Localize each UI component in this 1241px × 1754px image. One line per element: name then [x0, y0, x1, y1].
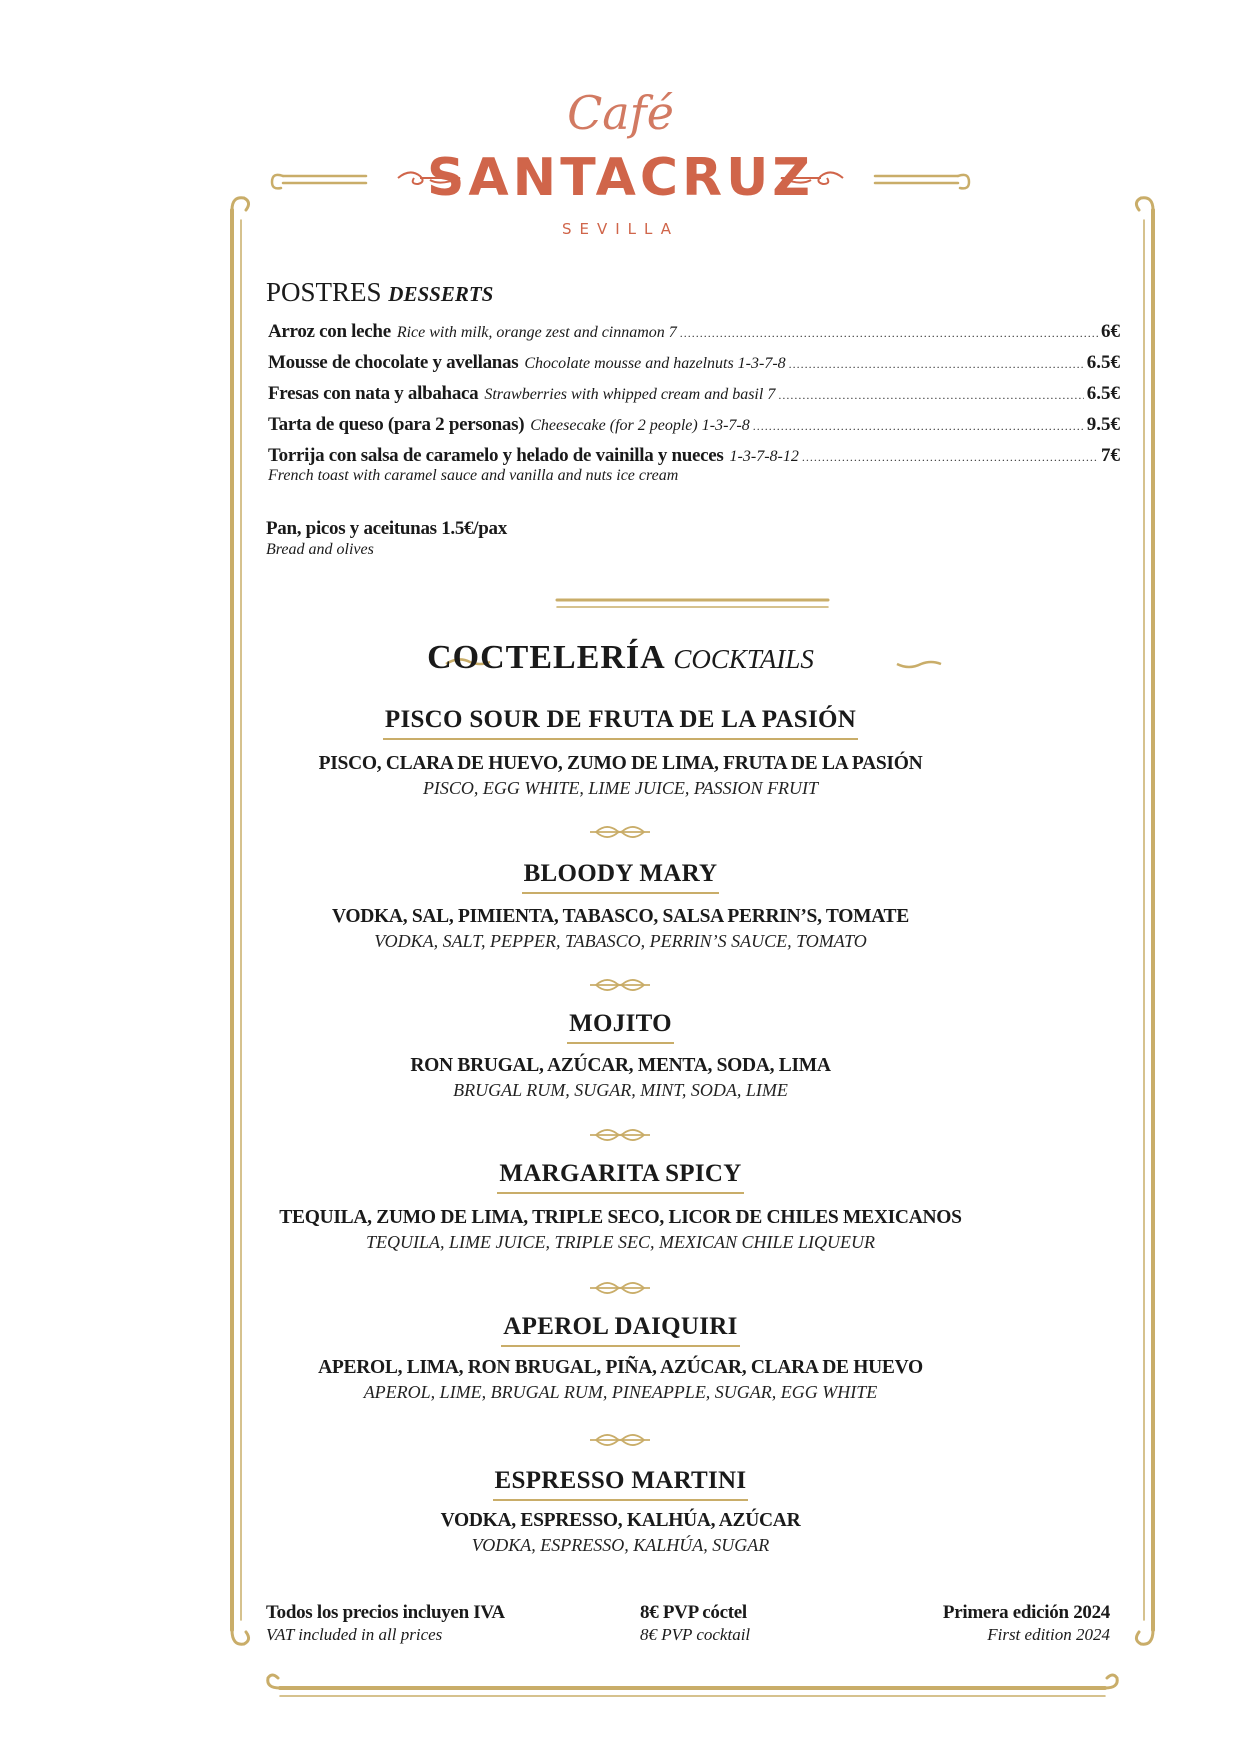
bread-label: Pan, picos y aceitunas 1.5€/pax — [266, 518, 507, 539]
cocktail-name: MOJITO — [567, 1008, 674, 1044]
flourish-divider-icon — [590, 827, 650, 837]
flourish-divider-icon — [590, 1130, 650, 1140]
dessert-description: Chocolate mousse and hazelnuts 1-3-7-8 — [524, 355, 786, 372]
city-label: SEVILLA — [561, 220, 679, 238]
flourish-divider-icon — [590, 1283, 650, 1293]
cocktail-name: BLOODY MARY — [522, 858, 720, 894]
dessert-name: Mousse de chocolate y avellanas — [268, 352, 519, 373]
dessert-price: 6.5€ — [1086, 383, 1120, 404]
dessert-description: Rice with milk, orange zest and cinnamon 7 — [396, 324, 677, 341]
cocktail-name: ESPRESSO MARTINI — [493, 1465, 749, 1501]
cafe-label: Café — [567, 86, 674, 140]
vat-note — [266, 1602, 505, 1646]
cocktail-price-note — [640, 1602, 800, 1646]
dessert-subline: French toast with caramel sauce and vanilla and nuts ice cream — [268, 467, 679, 484]
dessert-name: Fresas con nata y albahaca — [268, 383, 479, 404]
cocktail-name: PISCO SOUR DE FRUTA DE LA PASIÓN — [383, 704, 858, 740]
cocktail-ingredients-en: BRUGAL RUM, SUGAR, MINT, SODA, LIME — [453, 1080, 788, 1100]
edition-es: Primera edición 2024 — [942, 1602, 1110, 1623]
cocktail-name: APEROL DAIQUIRI — [501, 1311, 739, 1347]
desserts-title-en: DESSERTS — [388, 282, 494, 306]
edition-note — [943, 1602, 1110, 1646]
cocktail-ingredients-es: TEQUILA, ZUMO DE LIMA, TRIPLE SECO, LICOR DE CHILES MEXICANOS — [279, 1207, 962, 1228]
cocktail-ingredients-en: PISCO, EGG WHITE, LIME JUICE, PASSION FRUIT — [422, 778, 819, 798]
flourish-divider-icon — [590, 1435, 650, 1445]
dessert-description: Cheesecake (for 2 people) 1-3-7-8 — [530, 417, 750, 434]
cocktails-title-en: COCKTAILS — [673, 644, 814, 674]
flourish-divider-icon — [590, 980, 650, 990]
vat-note-es: Todos los precios incluyen IVA — [266, 1602, 505, 1623]
vat-note-en: VAT included in all prices — [266, 1625, 443, 1644]
dessert-description: Strawberries with whipped cream and basil 7 — [484, 386, 776, 403]
cocktail-ingredients-es: APEROL, LIMA, RON BRUGAL, PIÑA, AZÚCAR, CLARA DE HUEVO — [318, 1357, 923, 1378]
cocktail-ingredients-es: RON BRUGAL, AZÚCAR, MENTA, SODA, LIMA — [410, 1055, 831, 1076]
dessert-price: 9.5€ — [1086, 414, 1120, 435]
edition-en: First edition 2024 — [987, 1625, 1110, 1644]
cocktail-ingredients-en: VODKA, SALT, PEPPER, TABASCO, PERRIN’S SAUCE, TOMATO — [374, 931, 867, 951]
cocktail-price-en: 8€ PVP cocktail — [640, 1625, 751, 1644]
dessert-name: Arroz con leche — [268, 321, 391, 342]
cocktail-ingredients-es: VODKA, ESPRESSO, KALHÚA, AZÚCAR — [440, 1510, 801, 1531]
cocktail-ingredients-es: PISCO, CLARA DE HUEVO, ZUMO DE LIMA, FRUTA DE LA PASIÓN — [318, 753, 923, 774]
dessert-name: Tarta de queso (para 2 personas) — [268, 414, 525, 435]
desserts-title-es: POSTRES — [266, 277, 382, 307]
cocktail-name: MARGARITA SPICY — [497, 1158, 743, 1194]
cocktail-ingredients-en: VODKA, ESPRESSO, KALHÚA, SUGAR — [471, 1535, 770, 1555]
cocktails-title-es: COCTELERÍA — [427, 639, 664, 676]
cocktail-ingredients-en: TEQUILA, LIME JUICE, TRIPLE SEC, MEXICAN CHILE LIQUEUR — [366, 1232, 875, 1252]
cocktail-ingredients-en: APEROL, LIME, BRUGAL RUM, PINEAPPLE, SUGAR, EGG WHITE — [363, 1382, 878, 1402]
cocktail-ingredients-es: VODKA, SAL, PIMIENTA, TABASCO, SALSA PERRIN’S, TOMATE — [332, 906, 909, 927]
dessert-price: 6€ — [1101, 321, 1120, 342]
dessert-description: 1-3-7-8-12 — [729, 448, 799, 465]
dessert-price: 7€ — [1101, 445, 1120, 466]
cocktail-price-es: 8€ PVP cóctel — [640, 1602, 747, 1623]
brand-name: SANTACRUZ — [426, 148, 815, 208]
dessert-price: 6.5€ — [1086, 352, 1120, 373]
dessert-name: Torrija con salsa de caramelo y helado de vainilla y nueces — [268, 445, 724, 466]
bread-label-en: Bread and olives — [266, 541, 374, 558]
